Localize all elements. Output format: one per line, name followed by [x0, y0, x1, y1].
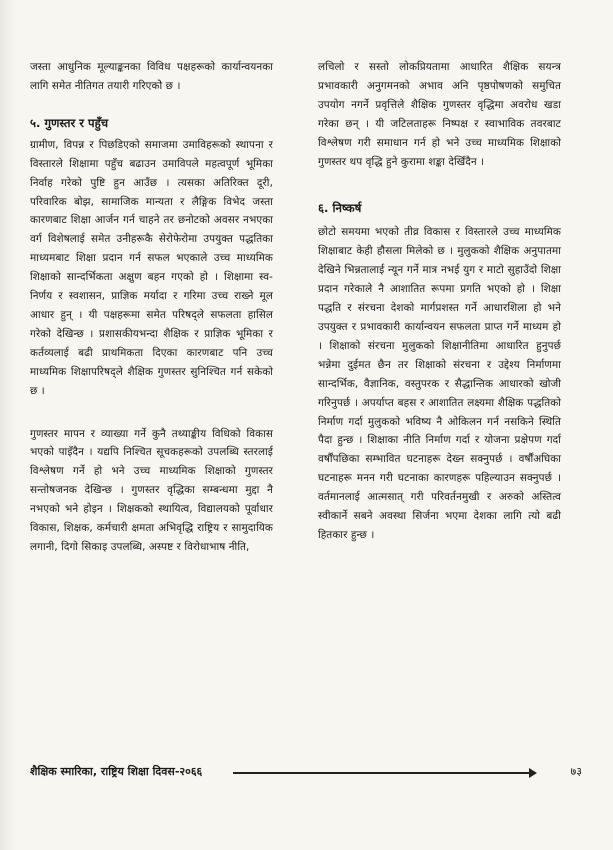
left-paragraph-intro: जस्ता आधुनिक मूल्याङ्कनका विविध पक्षहरूको कार्यान्वयनका लागि समेत नीतिगत तयारी गरिएकोे छ ।	[30, 61, 273, 92]
section-heading-conclusion: ६. निष्कर्ष	[318, 201, 362, 216]
scan-edge-shadow	[0, 0, 14, 850]
right-paragraph-conclusion: छोटो समयमा भएको तीव्र विकास र विस्तारले उच्च माध्यमिक शिक्षाबाट केही हौसला मिलेको छ । मुलुकको शैक्षिक अनुपातमा देखिने भिन्नतालाई न्यून गर्ने मात्र नभई युग र माटो सुहाउँदो शिक्षा प्रदान गरेकाले नै आशातित रूपमा प्रगति भएको हो । शिक्षा पद्धति र संरचना देशको मार्गप्रशस्त गर्ने आधारशिला हो भने उपयुक्त र प्रभावकारी कार्यान्वयन सफलता प्राप्त गर्ने माध्यम हो । शिक्षाको संरचना मुलुकको शिक्षानीतिमा आधारित हुनुपर्छ भन्नेमा दुईमत छैन तर शिक्षाको संरचना र उद्देश्य निर्माणमा सान्दर्भिक, वैज्ञानिक, वस्तुपरक र सैद्धान्तिक आधारको खोजी गरिनुपर्छ । अपर्याप्त बहस र आशातित लक्ष्यमा शैक्षिक पद्धतिको निर्माण गर्दा मुलुकको भविष्य नै ओकिलन गर्न नसकिने स्थिति पैदा हुन्छ । शिक्षाका नीति निर्माण गर्दा र योजना प्रक्षेपण गर्दा वर्षौंपछिका सम्भावित घटनाहरू देख्न सक्नुपर्छ । वर्षौंअघिका घटनाहरू मनन गरी घटनाका कारणहरू पहिल्याउन सक्नुपर्छ । वर्तमानलाई आत्मसात् गरी परिवर्तनमुखी र अरुको अस्तित्व स्वीकार्ने सबने अवस्था सिर्जना भएमा देशका लागि त्यो बढी हितकार हुन्छ ।	[318, 226, 561, 541]
footer-rule	[233, 772, 531, 774]
publication-title: शैक्षिक स्मारिका, राष्ट्रिय शिक्षा दिवस-२०६६	[30, 765, 203, 778]
left-column	[30, 58, 273, 557]
arrow-right-icon	[529, 768, 537, 778]
section-heading-quality-access: ५. गुणस्तर र पहुँच	[30, 115, 109, 130]
right-paragraph-continuation: लचिलो र सस्तो लोकप्रियतामा आधारित शैक्षिक सयन्त्र प्रभावकारी अनुगमनको अभाव अनि पृष्ठपोषणको समुचित उपयोग नगर्ने प्रवृत्तिले शैक्षिक गुणस्तर वृद्धिमा अवरोध खडा गरेका छन् । यी जटिलताहरू निष्पक्ष र स्वाभाविक तवरबाट विश्लेषण गरी समाधान गर्न हो भने उच्च माध्यमिक शिक्षाको गुणस्तर थप वृद्धि हुने कुरामा शङ्का देखिँदैन ।	[318, 61, 561, 168]
page-number: ७३	[570, 765, 582, 778]
left-paragraph-quality: गुणस्तर मापन र व्याख्या गर्ने कुनै तथ्याङ्कीय विधिको विकास भएको पाइँदैन । यद्यपि निश्चित सूचकहरूको उपलब्धि स्तरलाई विश्लेषण गर्ने हो भने उच्च माध्यमिक शिक्षाको गुणस्तर सन्तोषजनक देखिन्छ । गुणस्तर वृद्धिका सम्बन्धमा मुद्दा नै नभएको भने होइन । शिक्षकको स्थायित्व, विद्यालयको पूर्वाधार विकास, शिक्षक, कर्मचारी क्षमता अभिवृद्धि राष्ट्रिय र सामुदायिक लगानी, दिगो सिकाइ उपलब्धि, अस्पष्ट र विरोधाभाष नीति,	[30, 427, 273, 553]
page-footer	[30, 763, 582, 781]
left-paragraph-access: ग्रामीण, विपन्न र पिछडिएको समाजमा उमाविहरूको स्थापना र विस्तारले शिक्षामा पहुँच बढाउन उमाविपले महत्वपूर्ण भूमिका निर्वाह गरेको पुष्टि हुन आउँछ । त्यसका अतिरिक्त दूरी, परिवारिक बोझ, सामाजिक मान्यता र लैङ्गिक विभेद जस्ता कारणबाट शिक्षा आर्जन गर्न चाहने तर छनोटको अवसर नभएका वर्ग विशेषलाई समेत उनीहरूकै सेरोफेरोमा उपयुक्त पद्धतिका माध्यमबाट शिक्षा प्रदान गर्न सफल भएकाले उच्च माध्यमिक शिक्षाको सान्दर्भिकता अक्षुण बहन गएको हो । शिक्षामा स्व-निर्णय र स्वशासन, प्राज्ञिक मर्यादा र गरिमा उच्च राख्ने मूल आधार हुन् । यी पक्षहरूमा समेत परिषद्ले सफलता हासिल गरेको देखिन्छ । प्रशासकीयभन्दा शैक्षिक र प्राज्ञिक भूमिका र कर्तव्यलाई बढी प्राथमिकता दिएका कारणबाट पनि उच्च माध्यमिक शिक्षापरिषद्ले शैक्षिक गुणस्तर सुनिश्चित गर्न सकेको छ ।	[30, 138, 273, 397]
right-column	[318, 58, 561, 545]
